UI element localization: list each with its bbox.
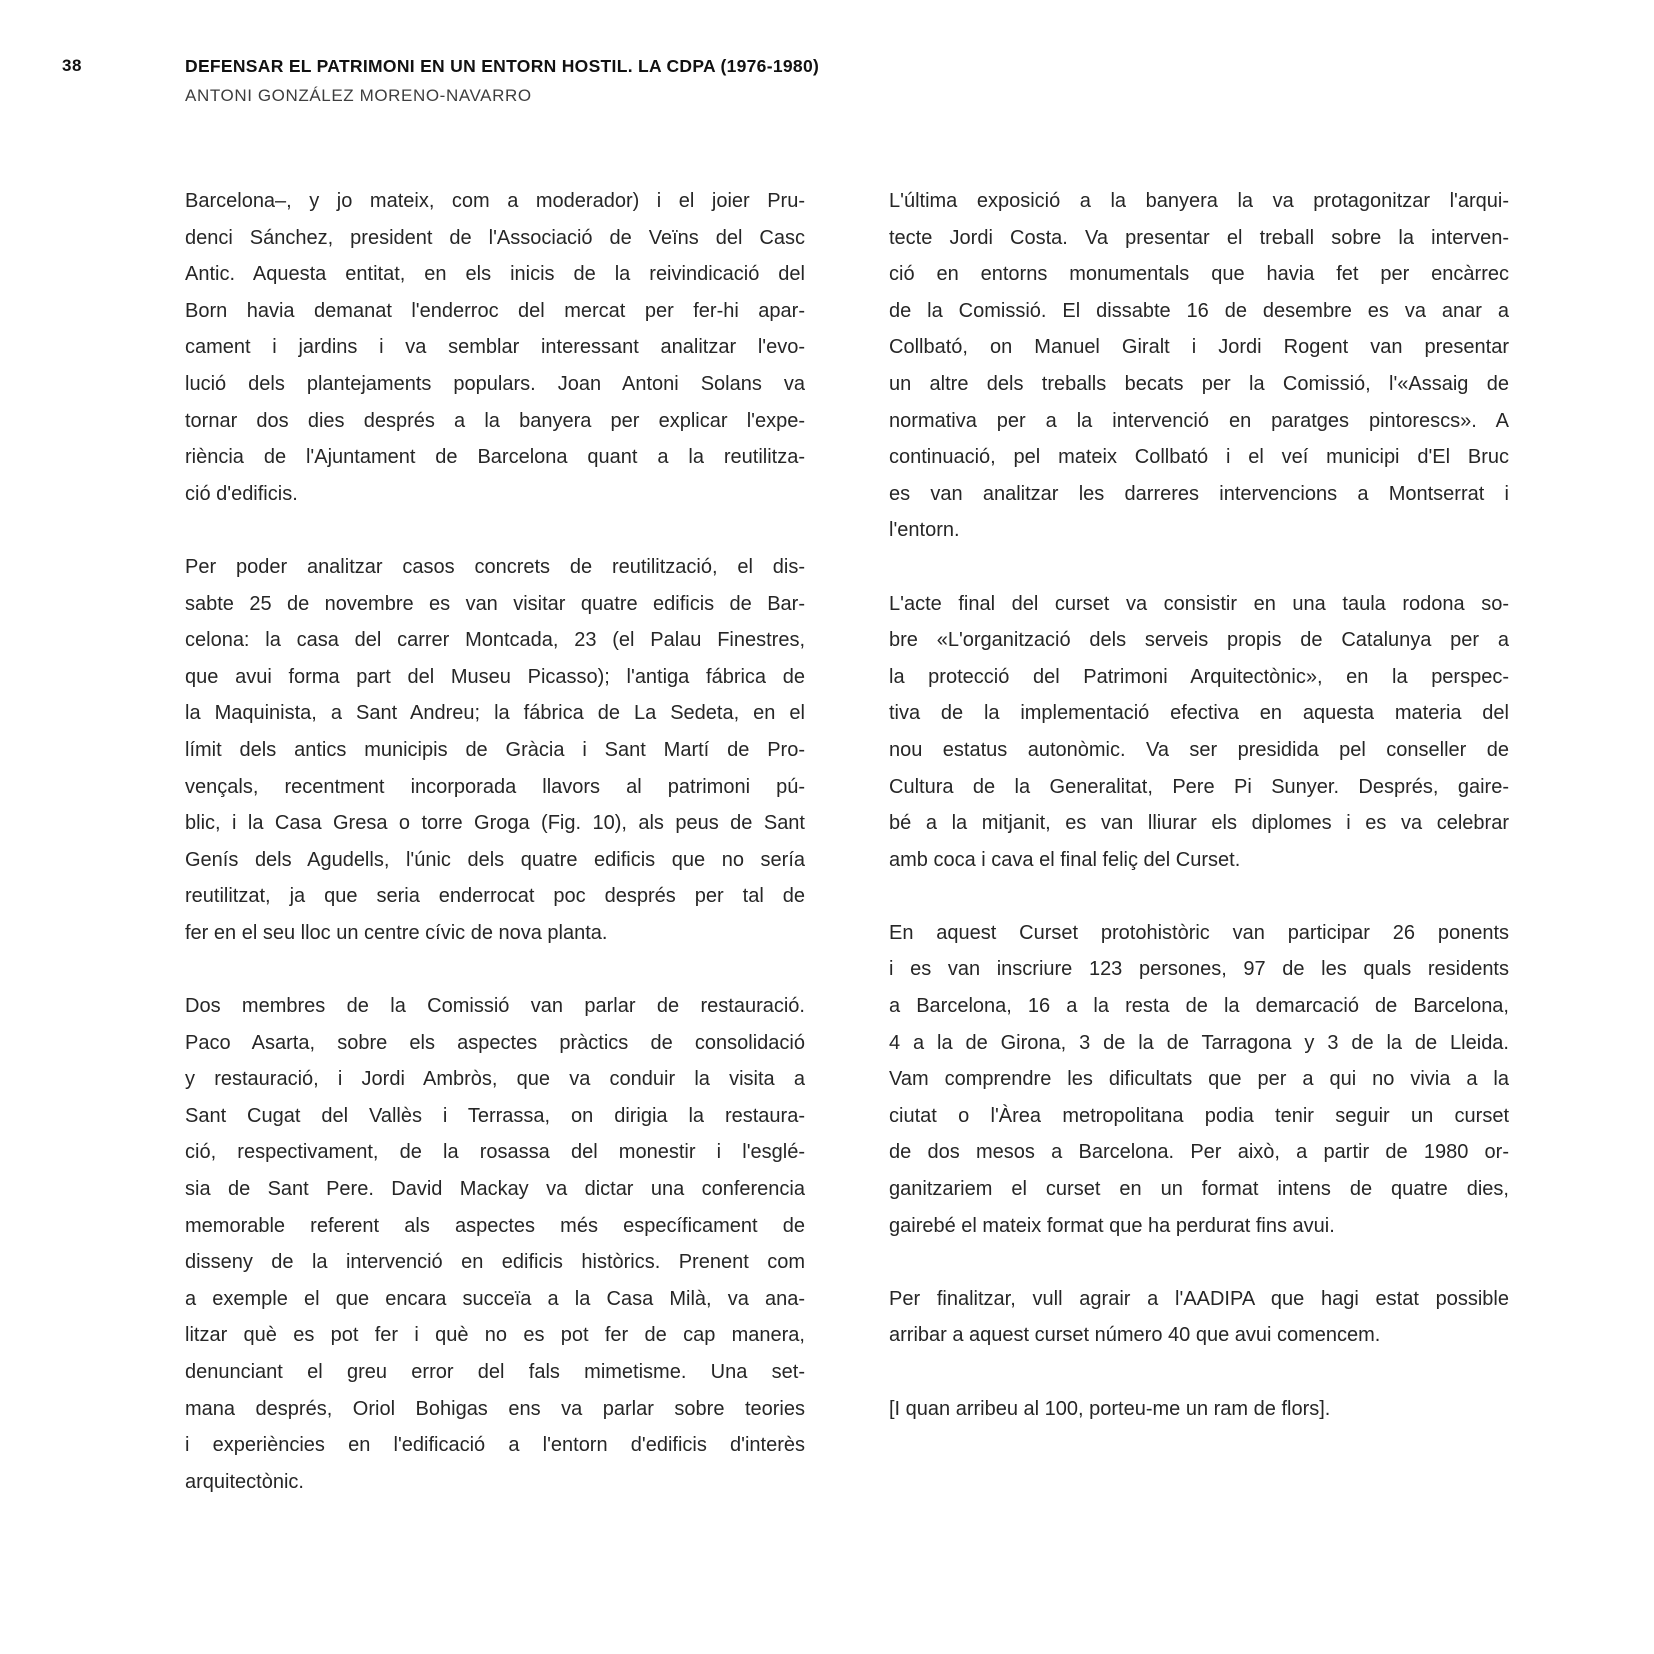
text-line: que avui forma part del Museu Picasso); l'antiga fábrica de xyxy=(185,665,805,688)
paragraph xyxy=(185,183,805,512)
text-line: L'última exposició a la banyera la va protagonitzar l'arqui- xyxy=(889,190,1509,212)
text-line: Sant Cugat del Vallès i Terrassa, on dirigia la restaura- xyxy=(185,1104,805,1127)
text-line: ció en entorns monumentals que havia fet per encàrrec xyxy=(889,263,1509,286)
text-line: ciutat o l'Àrea metropolitana podia tenir seguir un curset xyxy=(889,1104,1509,1127)
text-line: denci Sánchez, president de l'Associació de Veïns del Casc xyxy=(185,226,805,249)
paragraph xyxy=(889,1391,1509,1428)
chapter-title: DEFENSAR EL PATRIMONI EN UN ENTORN HOSTIL. LA CDPA (1976-1980) xyxy=(185,56,820,76)
running-head xyxy=(185,56,819,106)
text-line: ció, respectivament, de la rosassa del monestir i l'esglé- xyxy=(185,1141,805,1164)
text-line: de dos mesos a Barcelona. Per això, a partir de 1980 or- xyxy=(889,1141,1509,1164)
text-line: mana després, Oriol Bohigas ens va parlar sobre teories xyxy=(185,1397,805,1420)
paragraph xyxy=(185,549,805,952)
page-number: 38 xyxy=(62,56,82,75)
paragraph xyxy=(889,915,1509,1244)
text-line: cament i jardins i va semblar interessant analitzar l'evo- xyxy=(185,336,805,359)
text-line: de la Comissió. El dissabte 16 de desembre es va anar a xyxy=(889,299,1509,322)
text-line: continuació, pel mateix Collbató i el veí municipi d'El Bruc xyxy=(889,446,1509,469)
text-line: tiva de la implementació efectiva en aquesta materia del xyxy=(889,702,1509,725)
text-line: litzar què es pot fer i què no es pot fer de cap manera, xyxy=(185,1324,805,1347)
text-line: Vam comprendre les dificultats que per a qui no vivia a la xyxy=(889,1068,1509,1091)
text-line: blic, i la Casa Gresa o torre Groga (Fig. 10), als peus de Sant xyxy=(185,812,805,835)
text-line: [I quan arribeu al 100, porteu-me un ram de flors]. xyxy=(889,1397,1331,1420)
text-line: y restauració, i Jordi Ambròs, que va conduir la visita a xyxy=(185,1068,805,1091)
text-line: Per finalitzar, vull agrair a l'AADIPA que hagi estat possible xyxy=(889,1287,1509,1310)
paragraph xyxy=(889,586,1509,879)
text-line: En aquest Curset protohistòric van participar 26 ponents xyxy=(889,921,1509,944)
text-line: 4 a la de Girona, 3 de la de Tarragona y 3 de la de Lleida. xyxy=(889,1031,1509,1054)
text-line: amb coca i cava el final feliç del Curset. xyxy=(889,848,1241,871)
text-line: ció d'edificis. xyxy=(185,482,298,505)
paragraph xyxy=(185,988,805,1500)
text-column-right xyxy=(889,183,1509,1427)
text-line: celona: la casa del carrer Montcada, 23 (el Palau Finestres, xyxy=(185,629,805,652)
text-line: i experiències en l'edificació a l'entorn d'edificis d'interès xyxy=(185,1434,805,1457)
text-line: la Maquinista, a Sant Andreu; la fábrica de La Sedeta, en el xyxy=(185,702,805,725)
text-line: reutilitzat, ja que seria enderrocat poc després per tal de xyxy=(185,885,805,908)
text-line: es van analitzar les darreres intervencions a Montserrat i xyxy=(889,482,1509,505)
text-line: arquitectònic. xyxy=(185,1470,304,1493)
text-line: riència de l'Ajuntament de Barcelona quant a la reutilitza- xyxy=(185,446,805,469)
text-line: lució dels plantejaments populars. Joan Antoni Solans va xyxy=(185,372,805,395)
text-line: tornar dos dies després a la banyera per explicar l'expe- xyxy=(185,409,805,432)
text-line: a exemple el que encara succeïa a la Casa Milà, va ana- xyxy=(185,1287,805,1310)
text-line: bé a la mitjanit, es van lliurar els diplomes i es va celebrar xyxy=(889,812,1509,835)
text-line: Genís dels Agudells, l'únic dels quatre edificis que no sería xyxy=(185,848,805,871)
text-line: Dos membres de la Comissió van parlar de restauració. xyxy=(185,995,805,1018)
text-line: i es van inscriure 123 persones, 97 de les quals residents xyxy=(889,958,1509,981)
text-line: l'entorn. xyxy=(889,519,960,542)
text-line: sia de Sant Pere. David Mackay va dictar una conferencia xyxy=(185,1178,805,1201)
text-line: arribar a aquest curset número 40 que avui comencem. xyxy=(889,1324,1381,1347)
text-line: vençals, recentment incorporada llavors al patrimoni pú- xyxy=(185,775,805,798)
text-line: a Barcelona, 16 a la resta de la demarcació de Barcelona, xyxy=(889,995,1509,1018)
text-line: gairebé el mateix format que ha perdurat fins avui. xyxy=(889,1214,1335,1237)
text-line: ganitzariem el curset en un format intens de quatre dies, xyxy=(889,1178,1509,1201)
text-line: fer en el seu lloc un centre cívic de nova planta. xyxy=(185,921,608,944)
text-line: la protecció del Patrimoni Arquitectònic», en la perspec- xyxy=(889,665,1509,688)
text-line: nou estatus autonòmic. Va ser presidida pel conseller de xyxy=(889,738,1509,761)
paragraph xyxy=(889,1281,1509,1354)
text-line: Antic. Aquesta entitat, en els inicis de la reivindicació del xyxy=(185,263,805,286)
text-line: memorable referent als aspectes més específicament de xyxy=(185,1214,805,1237)
paragraph xyxy=(889,183,1509,549)
text-column-left xyxy=(185,183,805,1500)
text-line: Collbató, on Manuel Giralt i Jordi Rogent van presentar xyxy=(889,336,1509,359)
text-line: denunciant el greu error del fals mimetisme. Una set- xyxy=(185,1361,805,1383)
chapter-author: ANTONI GONZÁLEZ MORENO-NAVARRO xyxy=(185,86,532,105)
text-line: Born havia demanat l'enderroc del mercat per fer-hi apar- xyxy=(185,299,805,322)
text-line: Paco Asarta, sobre els aspectes pràctics de consolidació xyxy=(185,1031,805,1054)
text-line: bre «L'organització dels serveis propis de Catalunya per a xyxy=(889,629,1509,652)
text-line: L'acte final del curset va consistir en una taula rodona so- xyxy=(889,592,1509,615)
text-line: Per poder analitzar casos concrets de reutilització, el dis- xyxy=(185,555,805,578)
text-line: Cultura de la Generalitat, Pere Pi Sunyer. Després, gaire- xyxy=(889,775,1509,798)
text-line: disseny de la intervenció en edificis històrics. Prenent com xyxy=(185,1251,805,1274)
text-line: sabte 25 de novembre es van visitar quatre edificis de Bar- xyxy=(185,592,805,615)
text-line: tecte Jordi Costa. Va presentar el treball sobre la interven- xyxy=(889,226,1509,249)
text-line: un altre dels treballs becats per la Comissió, l'«Assaig de xyxy=(889,372,1509,395)
text-line: límit dels antics municipis de Gràcia i Sant Martí de Pro- xyxy=(185,738,805,761)
text-line: normativa per a la intervenció en paratges pintorescs». A xyxy=(889,409,1509,432)
text-line: Barcelona–, y jo mateix, com a moderador) i el joier Pru- xyxy=(185,190,805,212)
